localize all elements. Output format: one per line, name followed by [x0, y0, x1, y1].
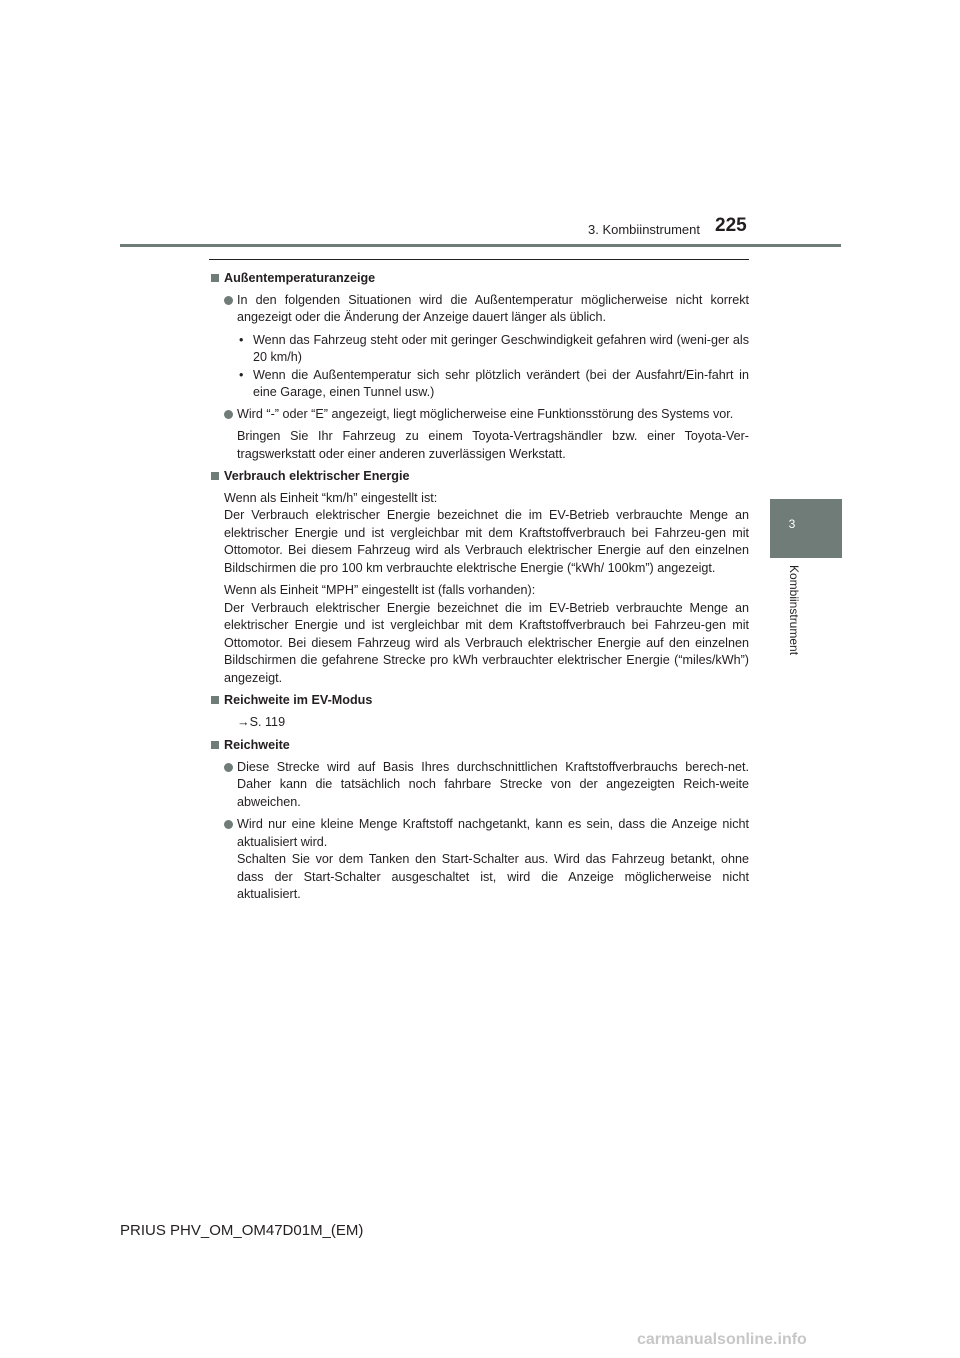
section-ev-range [211, 692, 749, 731]
bullet-item [211, 406, 749, 424]
bullet-item [211, 759, 749, 812]
sub-item-text: Wenn das Fahrzeug steht oder mit geringer Geschwindigkeit gefahren wird (weni-ger als 20 km/h) [253, 332, 749, 364]
page-number: 225 [715, 215, 747, 236]
paragraph-line: Wenn als Einheit “MPH” eingestellt ist (falls vorhanden): [224, 583, 536, 597]
paragraph [211, 490, 749, 578]
square-bullet-icon [211, 696, 219, 704]
section-heading [211, 692, 749, 710]
section-range [211, 737, 749, 904]
header-rule [120, 244, 841, 247]
bullet-follow-text: Bringen Sie Ihr Fahrzeug zu einem Toyota-Vertragshändler bzw. einer Toyota-Ver-tragswerkstatt oder einer anderen zuverlässigen Werkstatt. [237, 429, 749, 461]
bullet-item [211, 816, 749, 904]
watermark: carmanualsonline.info [637, 1331, 807, 1348]
round-bullet-icon [224, 410, 233, 419]
sub-bullet-mark: • [239, 332, 244, 347]
section-outside-temperature [211, 270, 749, 463]
paragraph [211, 582, 749, 687]
sub-item [211, 367, 749, 402]
bullet-text: Diese Strecke wird auf Basis Ihres durchschnittlichen Kraftstoffverbrauchs berech-net. Daher kann die tatsächlich noch fahrbare Strecke von der angezeigten Reich-weite abweichen. [237, 759, 749, 809]
paragraph-line: Der Verbrauch elektrischer Energie bezeichnet die im EV-Betrieb verbrauchte Menge an elektrischer Energie und ist vergleichbar mit dem Kraftstoffverbrauch bei Fahrzeu-gen mit Ottomotor. Bei diesem Fahrzeug wird als Verbrauch elektrischer Energie auf den einzelnen Bildschirmen die gefahrene Strecke pro kWh verbrauchter elektrischer Energie (“miles/kWh”) angezeigt. [224, 600, 749, 685]
section-heading [211, 468, 749, 486]
chapter-tab [770, 499, 842, 558]
round-bullet-icon [224, 763, 233, 772]
sub-item-text: Wenn die Außentemperatur sich sehr plötzlich verändert (bei der Ausfahrt/Ein-fahrt in eine Garage, einen Tunnel usw.) [253, 367, 749, 399]
section-heading [211, 737, 749, 755]
square-bullet-icon [211, 274, 219, 282]
section-heading [211, 270, 749, 288]
section-title: Außentemperaturanzeige [224, 271, 376, 285]
bullet-text: Schalten Sie vor dem Tanken den Start-Schalter aus. Wird das Fahrzeug betankt, ohne dass der Start-Schalter ausgeschaltet ist, wird die Anzeige möglicherweise nicht aktualisiert. [237, 852, 749, 901]
document-code: PRIUS PHV_OM_OM47D01M_(EM) [120, 1222, 364, 1239]
section-energy-consumption [211, 468, 749, 687]
bullet-item [211, 292, 749, 327]
paragraph-line: Der Verbrauch elektrischer Energie bezeichnet die im EV-Betrieb verbrauchte Menge an elektrischer Energie und ist vergleichbar mit dem Kraftstoffverbrauch bei Fahrzeu-gen mit Ottomotor. Bei diesem Fahrzeug wird als Verbrauch elektrischer Energie auf den einzelnen Bildschirmen die pro 100 km verbrauchte elektrische Energie (“kWh/ 100km”) angezeigt. [224, 508, 749, 575]
chapter-title: 3. Kombiinstrument [588, 222, 700, 237]
chapter-side-label [787, 565, 803, 665]
page-content [211, 270, 749, 909]
sub-bullet-mark: • [239, 367, 244, 382]
sub-item [211, 332, 749, 367]
paragraph-line: Wenn als Einheit “km/h” eingestellt ist: [224, 490, 438, 505]
bullet-text: In den folgenden Situationen wird die Außentemperatur möglicherweise nicht korrekt angezeigt oder die Änderung der Anzeige dauert länger als üblich. [237, 292, 749, 324]
chapter-side-label-text: Kombiinstrument [787, 565, 801, 656]
round-bullet-icon [224, 296, 233, 305]
section-title: Reichweite [224, 738, 290, 752]
content-top-rule [209, 259, 749, 260]
page-reference-link[interactable]: →S. 119 [237, 714, 286, 729]
bullet-text: Wird nur eine kleine Menge Kraftstoff nachgetankt, kann es sein, dass die Anzeige nicht aktualisiert wird. [237, 817, 749, 849]
chapter-tab-number: 3 [788, 517, 796, 531]
square-bullet-icon [211, 472, 219, 480]
section-title: Verbrauch elektrischer Energie [224, 469, 410, 483]
bullet-text: Wird “-” oder “E” angezeigt, liegt möglicherweise eine Funktionsstörung des Systems vor. [237, 406, 734, 421]
round-bullet-icon [224, 820, 233, 829]
square-bullet-icon [211, 741, 219, 749]
section-title: Reichweite im EV-Modus [224, 693, 373, 707]
